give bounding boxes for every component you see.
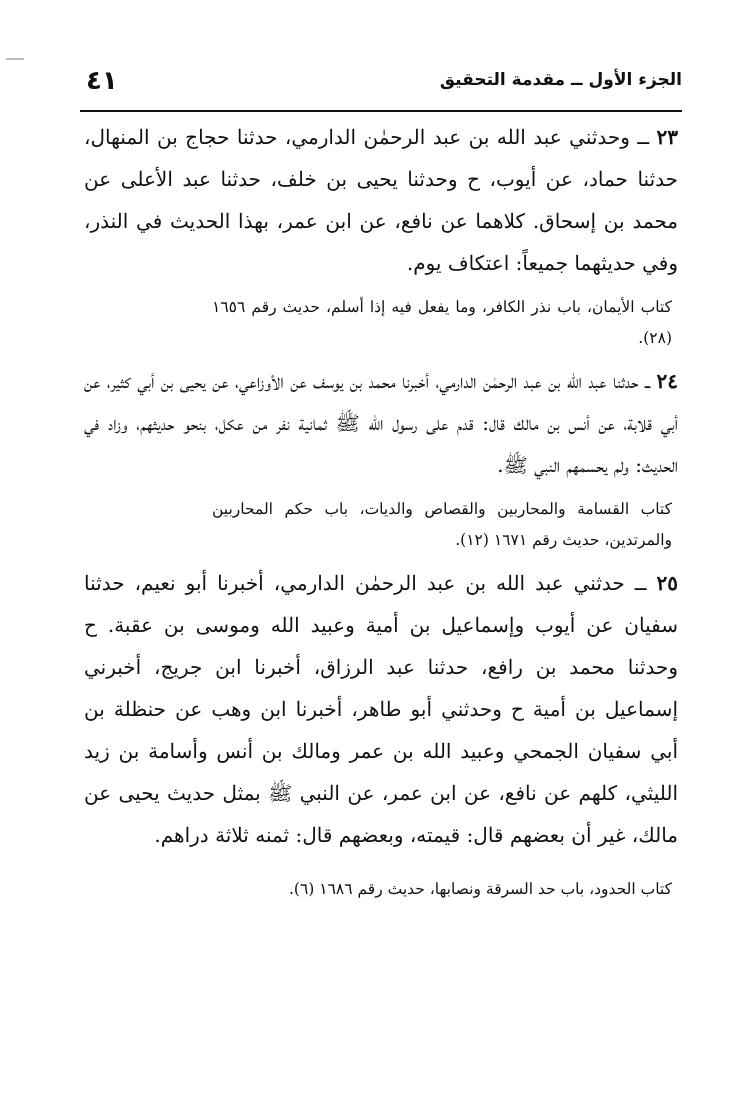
hadith-reference: كتاب الأيمان، باب نذر الكافر، وما يفعل فيه إذا أسلم، حديث رقم ١٦٥٦ (٢٨). (212, 298, 672, 347)
hadith-reference: كتاب القسامة والمحاربين والقصاص والديات، باب حكم المحاربين والمرتدين، حديث رقم ١٦٧١ (١٢). (212, 500, 672, 549)
hadith-number: ٢٣ (656, 125, 679, 149)
hadith-25 (84, 562, 678, 856)
running-title: الجزء الأول ــ مقدمة التحقيق (439, 70, 682, 90)
page-header (80, 66, 682, 106)
page-body (84, 116, 678, 911)
scan-mark (6, 58, 24, 60)
hadith-23 (84, 116, 678, 284)
hadith-text: ــ حدثني عبد الله بن عبد الرحمٰن الدارمي، أخبرنا أبو نعيم، حدثنا سفيان عن أيوب وإسماعيل بن أمية وعبيد الله وموسى بن عقبة. ح وحدثنا محمد بن رافع، حدثنا عبد الرزاق، أخبرنا ابن جريج، أخبرني إسماعيل بن أمية ح وحدثني أبو طاهر، أخبرنا ابن وهب عن حنظلة بن أبي سفيان الجمحي وعبيد الله بن عمر ومالك بن أنس وأسامة بن زيد الليثي، كلهم عن نافع، عن ابن عمر، عن النبي ﷺ بمثل حديث يحيى عن مالك، غير أن بعضهم قال: قيمته، وبعضهم قال: ثمنه ثلاثة دراهم. (84, 571, 678, 847)
hadith-number: ٢٤ (656, 369, 679, 393)
hadith-text: ــ وحدثني عبد الله بن عبد الرحمٰن الدارمي، حدثنا حجاج بن المنهال، حدثنا حماد، عن أيوب، ح وحدثنا يحيى بن خلف، حدثنا عبد الأعلى عن محمد بن إسحاق. كلاهما عن نافع، عن ابن عمر، بهذا الحديث في النذر، وفي حديثهما جميعاً: اعتكاف يوم. (84, 125, 678, 275)
page-number: ٤١ (86, 66, 118, 96)
hadith-24 (84, 360, 678, 486)
hadith-reference: كتاب الحدود، باب حد السرقة ونصابها، حديث رقم ١٦٨٦ (٦). (288, 880, 672, 898)
header-rule (80, 110, 682, 112)
hadith-text: ــ حدثنا عبد الله بن عبد الرحمٰن الدارمي، أخبرنا محمد بن يوسف عن الأوزاعي، عن يحيى بن أبي كثير، عن أبي قلابة، عن أنس بن مالك قال: قدم على رسول الله ﷺ ثمانية نفر من عكل، بنحو حديثهم، وزاد في الحديث: ولم يحسمهم النبي ﷺ. (84, 369, 678, 477)
hadith-number: ٢٥ (656, 571, 679, 595)
